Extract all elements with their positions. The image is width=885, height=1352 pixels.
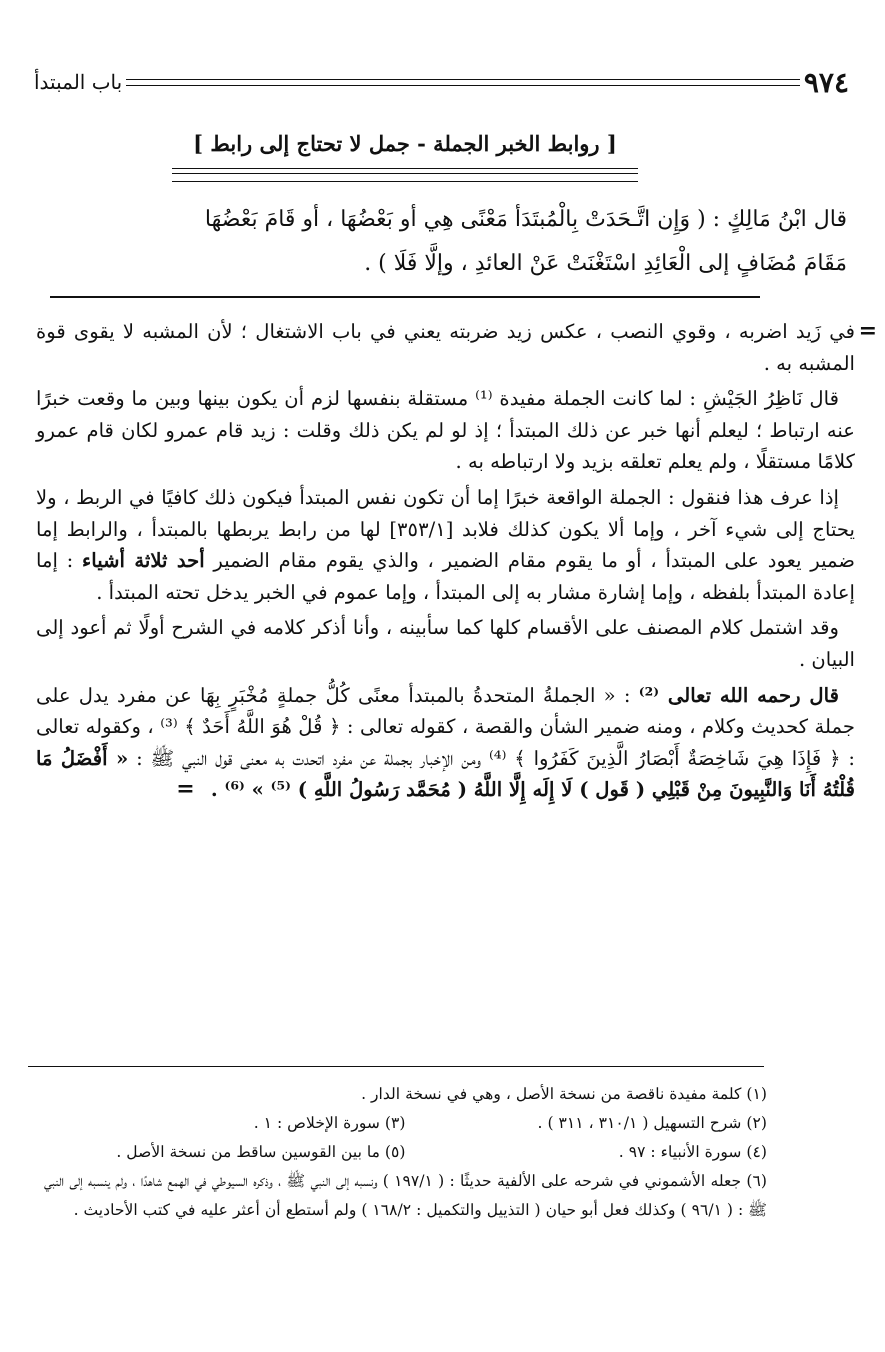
paragraph-quote [36,680,855,806]
running-header [28,60,855,104]
footnote-row-2-3 [44,1109,767,1138]
page-number: ٩٧٤ [803,65,849,99]
running-title: باب المبتدأ [34,70,123,94]
footnote-separator [28,1066,764,1067]
footnote-text: (١) كلمة مفيدة ناقصة من نسخة الأصل ، وهي في نسخة الدار . [361,1085,767,1103]
footnote-row-4-5 [44,1138,767,1167]
verse-separator [50,296,760,298]
paragraph-text: : « الجملةُ المتحدةُ بالمبتدأ معنًى كُلُّ جملةٍ مُخْبَرٍ بِهَا عن مفرد يدل على جملة كحديث وكلام ، ومنه ضمير الشأن والقصة ، كقوله تعالى : ﴿ قُلْ هُوَ اللَّهُ أَحَدٌ ﴾ ⁽³⁾ ، وكقوله تعالى : ﴿ فَإِذَا هِيَ شَاخِصَةٌ أَبْصَارُ الَّذِينَ كَفَرُوا ﴾ ⁽⁴⁾ ومن الإخبار بجملة عن مفرد اتحدت به معنى قول النبي ﷺ : [36,683,856,770]
footnote-1 [44,1080,767,1109]
paragraph-rabt [36,482,855,608]
paragraph-text: في زَيد اضربه ، وقوي النصب ، عكس زيد ضربته يعني في باب الاشتغال ؛ لأن المشبه لا يقوى قوة المشبه به . [36,320,855,375]
footnote-2: (٢) شرح التسهيل ( ٣١٠/١ ، ٣١١ ) . [537,1114,767,1132]
commentary-body [36,316,877,810]
hadith-text: « أَفْضَلُ مَا قُلْتُهُ أَنَا وَالنَّبِيونَ مِنْ قَبْلِي ( قَول ) لَا إِلَه إِلَّا اللَّهُ ( مُحَمَّد رَسُولُ اللَّهِ ) ⁽⁵⁾ » ⁽⁶⁾ . [36,746,855,802]
section-heading: [ روابط الخبر الجملة - جمل لا تحتاج إلى رابط ] [193,131,617,156]
paragraph-musannif: وقد اشتمل كلام المصنف على الأقسام كلها كما سأبينه ، وأنا أذكر كلامه في الشرح أولًا ثم أعود إلى البيان . [36,616,855,671]
paragraph-nazir-al-jaysh: قال نَاظِرُ الجَيْشِ : لما كانت الجملة مفيدة ⁽¹⁾ مستقلة بنفسها لزم أن يكون بينها وبين ما وقعت خبرًا عنه ارتباط ؛ ليعلم أنها خبر عن ذلك المبتدأ ؛ إذ لو لم يكن ذلك وقلت : زيد قام عمرو لكان قام عمرو كلامًا مستقلًا ، ولم يعلم تعلقه بزيد ولا ارتباطه به . [36,387,855,474]
end-continuation-mark: = [176,776,195,803]
footnote-6: (٦) جعله الأشموني في شرحه على الألفية حديثًا : ( ١٩٧/١ ) ونسبه إلى النبي ﷺ ، وذكره السيوطي في الهمع شاهدًا ، ولم ينسبه إلى النبي ﷺ : ( ٩٦/١ ) وكذلك فعل أبو حيان ( التذييل والتكميل : ١٦٨/٢ ) ولم أستطع أن أعثر عليه في كتب الأحاديث . [44,1172,767,1219]
verse-line-2: مَقَامَ مُضَافٍ إلى الْعَائِدِ اسْتَغْنَتْ عَنْ العائدِ ، وإلَّا فَلَا ) . [364,251,847,276]
footnote-4: (٤) سورة الأنبياء : ٩٧ . [618,1143,767,1161]
alfiyya-verse [36,198,847,286]
paragraph-text: إذا عرف هذا فنقول : الجملة الواقعة خبرًا إما أن تكون نفس المبتدأ فيكون ذلك كافيًا في الربط ، ولا يحتاج إلى شيء آخر ، وإما ألا يكون كذلك فلابد [٣٥٣/١] لها من رابط يربطها بالمبتدأ ، والرابط إما ضمير يعود على المبتدأ ، أو ما يقوم مقام الضمير ، والذي يقوم مقام الضمير [36,485,855,573]
quote-lead: قال رحمه الله تعالى ⁽²⁾ [638,683,839,707]
continuation-mark: = [858,318,877,344]
footnotes [44,1080,767,1225]
footnote-5: (٥) ما بين القوسين ساقط من نسخة الأصل . [116,1143,406,1161]
verse-line-1: قال ابْنُ مَالِكٍ : ( وَإِن اتَّـحَدَتْ بِالْمُبتَدَأ مَعْنًى هِي أو بَعْضُهَا ، أو قَامَ بَعْضُهَا [204,207,847,232]
paragraph-text: : إما إعادة المبتدأ بلفظه ، وإما إشارة مشار به إلى المبتدأ ، وإما عموم في الخبر يدخل تحته المبتدأ . [36,549,855,604]
bold-phrase: أحد ثلاثة أشياء [82,549,205,573]
paragraph-continued [36,316,877,379]
heading-triple-rule [172,168,638,182]
header-double-rule [126,79,800,86]
footnote-3: (٣) سورة الإخلاص : ١ . [253,1114,406,1132]
